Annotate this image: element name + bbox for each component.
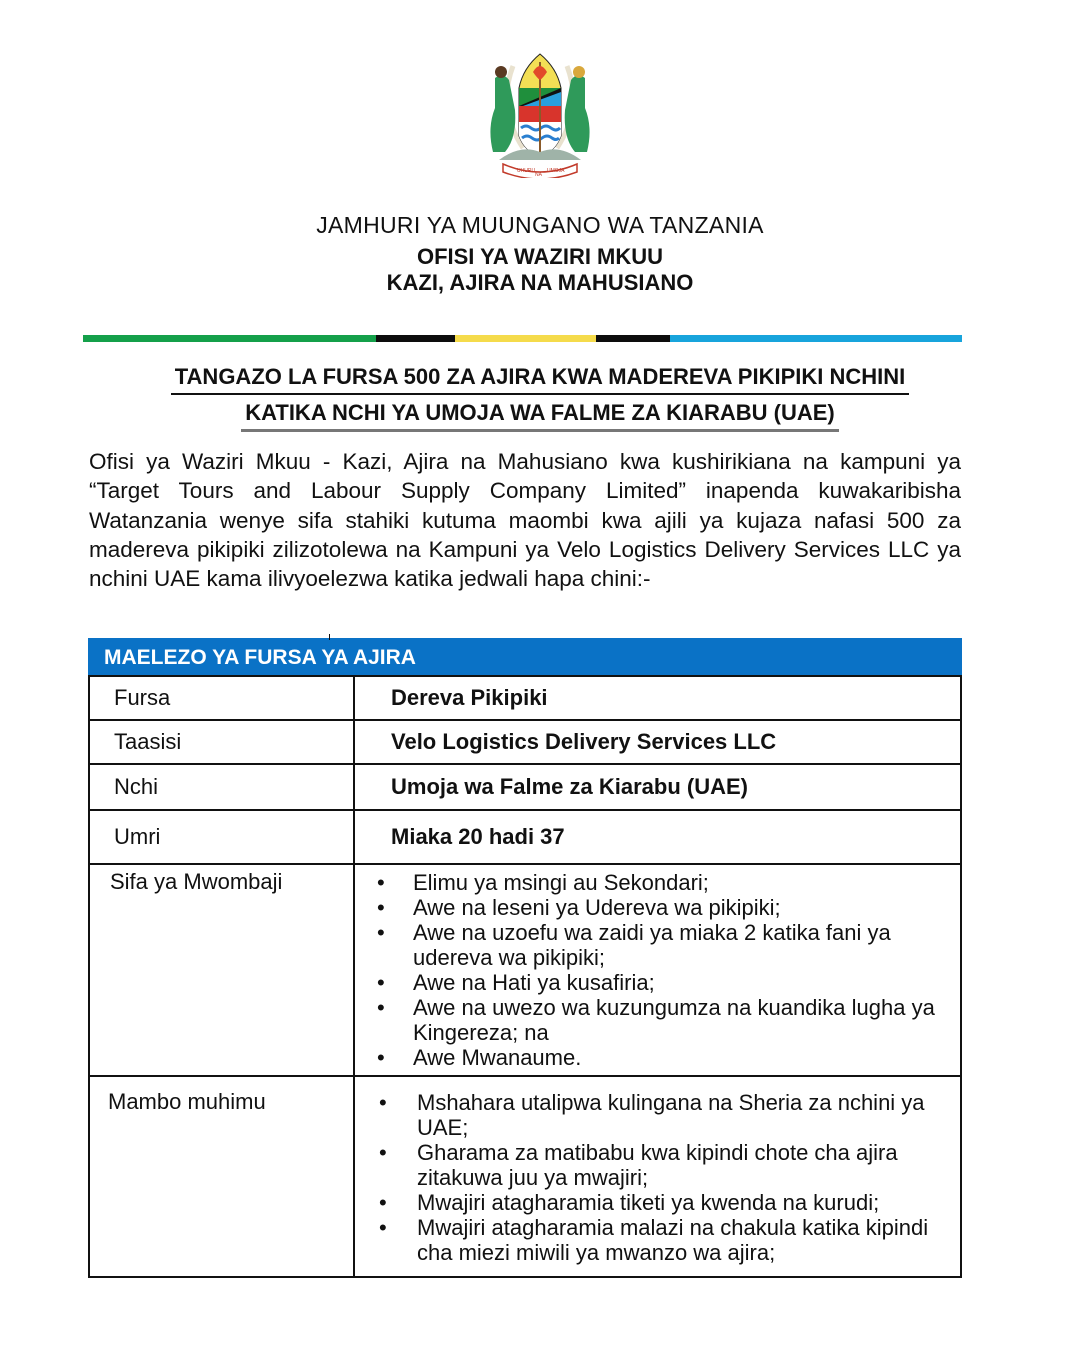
job-details-table (88, 638, 962, 1278)
list-item: • Mwajiri atagharamia malazi na chakula katika kipindi cha miezi miwili ya mwanzo wa ajira; (379, 1215, 959, 1265)
flag-segment-black (376, 335, 455, 342)
flag-segment-black (596, 335, 670, 342)
list-item: • Awe na Hati ya kusafiria; (377, 970, 959, 995)
list-item: • Mwajiri atagharamia tiketi ya kwenda na kurudi; (379, 1190, 959, 1215)
table-row (89, 864, 961, 1076)
requirements-list (377, 866, 959, 1074)
table-row (89, 676, 961, 720)
important-notes-cell (354, 1076, 961, 1277)
list-item: • Awe na uzoefu wa zaidi ya miaka 2 katika fani ya udereva wa pikipiki; (377, 920, 959, 970)
requirements-list-cell (354, 864, 961, 1076)
motto-text-1: UHURU (517, 168, 536, 174)
list-item: • Awe na leseni ya Udereva wa pikipiki; (377, 895, 959, 920)
row-value: Umoja wa Falme za Kiarabu (UAE) (354, 764, 961, 810)
row-value: Velo Logistics Delivery Services LLC (354, 720, 961, 764)
important-notes-list (377, 1078, 959, 1275)
announcement-title-line-1: TANGAZO LA FURSA 500 ZA AJIRA KWA MADEREVA PIKIPIKI NCHINI (0, 364, 1080, 395)
row-label: Taasisi (89, 720, 354, 764)
table-heading: MAELEZO YA FURSA YA AJIRA (88, 638, 962, 675)
flag-segment-yellow (455, 335, 596, 342)
motto-text-2: NA (535, 172, 542, 178)
list-item: • Mshahara utalipwa kulingana na Sheria za nchini ya UAE; (379, 1090, 959, 1140)
office-name: OFISI YA WAZIRI MKUU (416, 244, 664, 269)
flag-segment-blue (670, 335, 962, 342)
tanzania-coat-of-arms-icon (475, 48, 605, 178)
motto-text-3: UMOJA (547, 168, 565, 174)
list-item: • Gharama za matibabu kwa kipindi chote cha ajira zitakuwa juu ya mwajiri; (379, 1140, 959, 1190)
row-label: Sifa ya Mwombaji (89, 864, 354, 1076)
table-row (89, 810, 961, 864)
row-label: Mambo muhimu (89, 1076, 354, 1277)
list-item: • Awe Mwanaume. (377, 1045, 959, 1070)
intro-paragraph: Ofisi ya Waziri Mkuu - Kazi, Ajira na Mahusiano kwa kushirikiana na kampuni ya “Target Tours and Labour Supply Company Limited” inapenda kuwakaribisha Watanzania wenye sifa stahiki kutuma maombi kwa ajili ya kujaza nafasi 500 za madereva pikipiki zilizotolewa na Kampuni ya Velo Logistics Delivery Services LLC ya nchini UAE kama ilivyoelezwa katika jedwali hapa chini:- (89, 449, 961, 592)
list-item: • Elimu ya msingi au Sekondari; (377, 870, 959, 895)
table-row (89, 720, 961, 764)
flag-segment-green (83, 335, 376, 342)
row-label: Fursa (89, 676, 354, 720)
row-label: Umri (89, 810, 354, 864)
row-label: Nchi (89, 764, 354, 810)
row-value: Miaka 20 hadi 37 (354, 810, 961, 864)
flag-color-bar (83, 335, 962, 342)
announcement-title-line-2: KATIKA NCHI YA UMOJA WA FALME ZA KIARABU (UAE) (0, 400, 1080, 432)
list-item: • Awe na uwezo wa kuzungumza na kuandika lugha ya Kingereza; na (377, 995, 959, 1045)
table-row (89, 1076, 961, 1277)
table-row (89, 764, 961, 810)
republic-name: JAMHURI YA MUUNGANO WA TANZANIA (316, 212, 764, 238)
department-name: KAZI, AJIRA NA MAHUSIANO (386, 270, 694, 295)
row-value: Dereva Pikipiki (354, 676, 961, 720)
